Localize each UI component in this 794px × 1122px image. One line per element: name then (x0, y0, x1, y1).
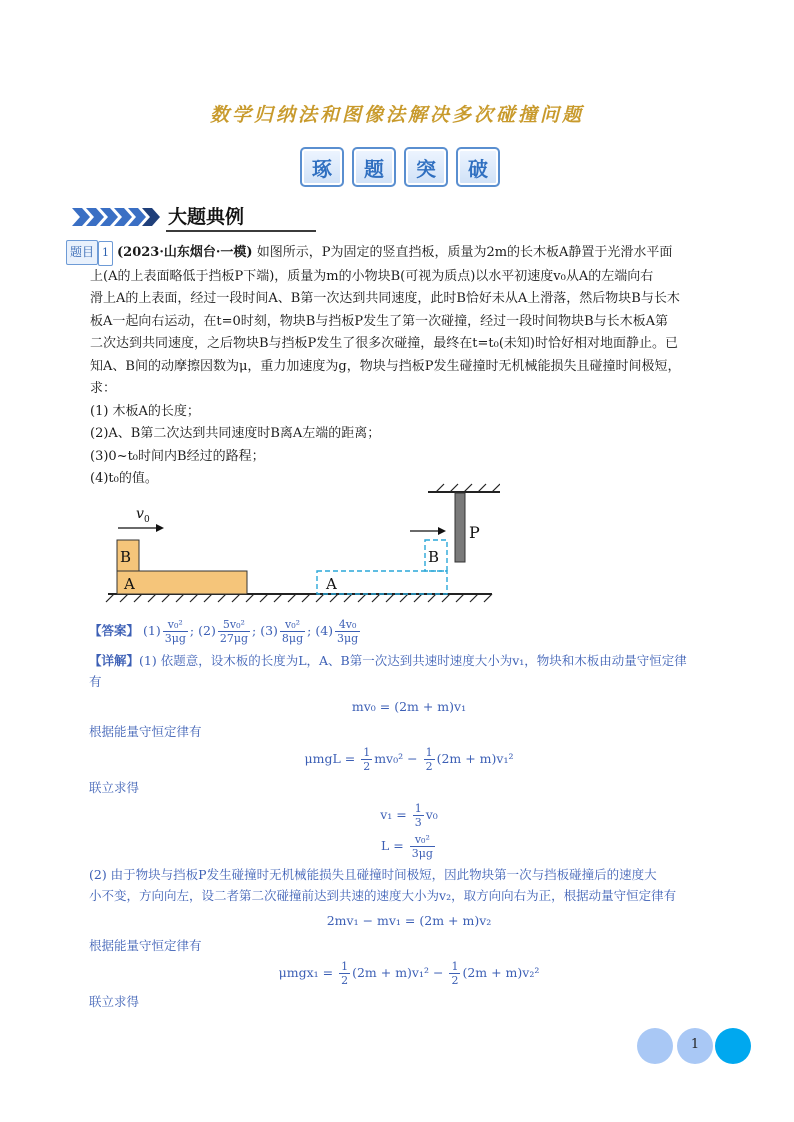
page-indicator (637, 1028, 753, 1064)
arrow-head-icon (156, 524, 164, 532)
section-title: 大题典例 (168, 206, 245, 228)
frac-den: 2 (451, 974, 459, 987)
subquestion-2: (2)A、B第二次达到共同速度时B离A左端的距离； (90, 426, 381, 441)
frac-den: 2 (341, 974, 349, 987)
page-dot-left (637, 1028, 673, 1064)
problem-line: 上(A的上表面略低于挡板P下端)，质量为m的小物块B(可视为质点)以水平初速度v₀从A的左端向右 (90, 268, 654, 284)
answer-part-1-den: 3μg (164, 632, 186, 645)
eq3-right: v₀ (425, 807, 438, 822)
answer-part-4-index: (4) (315, 623, 334, 638)
physics-figure (100, 478, 500, 608)
eq6-mid: (2m + m)v₁² − (352, 965, 444, 980)
board-a-later-label: A (326, 575, 337, 593)
frac-num: 1 (451, 960, 459, 973)
eq3-left: v₁ = (380, 807, 407, 822)
badge-2: 题 (352, 147, 396, 187)
plate-p (455, 493, 465, 562)
ground-hatch (106, 594, 492, 602)
answer-part-2-den: 27μg (219, 632, 249, 645)
answer-part-3 (280, 618, 305, 645)
answer-part-2-index: (2) (198, 623, 216, 638)
answer-line: 【答案】 (1) $\frac{\text{v₀²}}{3\mu g}$ ; (2) $\frac{\text{5v₀²}}{27\mu g}$ ; (3) $\frac{\text{v₀²}}{8\mu g}$ ; (4) $\frac{\text{4v₀}}{3\mu g}$ (89, 618, 359, 645)
fraction-third (413, 802, 424, 829)
equation-6 (89, 960, 729, 987)
frac-num: 1 (363, 746, 371, 759)
detail-label: 【详解】 (89, 653, 140, 668)
board-a (117, 571, 247, 594)
answer-part-4-num: 4v₀ (335, 618, 360, 632)
arrow-head-icon (438, 527, 446, 535)
eq4-left: L = (381, 838, 404, 853)
answer-part-1 (163, 618, 188, 645)
ceiling-hatch (436, 484, 500, 492)
problem-line: 知A、B间的动摩擦因数为μ，重力加速度为g，物块与挡板P发生碰撞时无机械能损失且碰撞时间极短， (90, 358, 681, 374)
answer-part-4-den: 3μg (337, 632, 359, 645)
fraction-half (449, 960, 460, 987)
v0-label: v (136, 506, 144, 522)
subquestion-3: (3)0~t₀时间内B经过的路程； (90, 448, 265, 464)
equation-1: mv₀ = (2m + m)v₁ (351, 699, 467, 714)
frac-den: 3 (414, 816, 422, 829)
section-underline (166, 230, 316, 232)
answer-part-3-index: (3) (260, 623, 278, 638)
eq2-left: μmgL = (304, 751, 356, 766)
board-a-label: A (124, 575, 135, 593)
equation-2 (89, 746, 729, 773)
frac-num: 1 (341, 960, 349, 973)
answer-part-1-num: v₀² (163, 618, 188, 632)
problem-line: 滑上A的上表面，经过一段时间A、B第一次达到共同速度，此时B恰好未从A上滑落，然后物块B与长木 (90, 291, 680, 306)
detail-text: 小不变，方向向左，设二者第二次碰撞前达到共速的速度大小为v₂，取方向向右为正，根据动量守恒定律有 (89, 888, 677, 903)
fraction-half (361, 746, 372, 773)
page-number: 1 (690, 1037, 700, 1052)
v0-subscript: 0 (144, 515, 150, 525)
badge-3: 突 (404, 147, 448, 187)
section-header (72, 202, 262, 230)
answer-part-4 (335, 618, 360, 645)
equation-4 (89, 833, 729, 860)
eq2-right: (2m + m)v₁² (436, 751, 514, 766)
detail-text: (1) 依题意，设木板的长度为L，A、B第一次达到共速时速度大小为v₁，物块和木板由动量守恒定律 (139, 653, 687, 668)
equation-5: 2mv₁ − mv₁ = (2m + m)v₂ (326, 913, 492, 928)
subquestion-1: (1) 木板A的长度； (90, 403, 200, 419)
problem-line-1 (66, 240, 726, 266)
question-tag: 题目 (66, 240, 98, 265)
page-dot-right (715, 1028, 751, 1064)
detail-text: 有 (89, 674, 102, 689)
answer-part-3-den: 8μg (281, 632, 304, 645)
answer-part-2 (218, 618, 250, 645)
block-b-later-label: B (428, 548, 440, 566)
detail-para-1 (89, 650, 729, 671)
fraction-length (410, 833, 435, 860)
problem-line: 板A一起向右运动，在t=0时刻，物块B与挡板P发生了第一次碰撞，经过一段时间物块B与长木板A第 (90, 313, 669, 329)
answer-part-2-num: 5v₀² (218, 618, 250, 632)
eq6-right: (2m + m)v₂² (462, 965, 540, 980)
detail-text: 联立求得 (89, 780, 140, 795)
detail-text: 根据能量守恒定律有 (89, 938, 202, 953)
question-source: (2023·山东烟台·一模) (117, 245, 253, 260)
frac-den: 3μg (411, 847, 433, 860)
subquestion-4: (4)t₀的值。 (90, 471, 158, 486)
chevron-arrows-icon (72, 206, 164, 228)
eq6-left: μmgx₁ = (278, 965, 334, 980)
page-title: 数学归纳法和图像法解决多次碰撞问题 (209, 104, 584, 126)
answer-label: 【答案】 (89, 623, 140, 638)
detail-text: 根据能量守恒定律有 (89, 724, 202, 739)
question-number: 1 (98, 241, 113, 266)
title-badges (300, 147, 500, 187)
solution-detail (89, 650, 729, 1012)
frac-num: v₀² (410, 833, 435, 847)
eq2-mid: mv₀² − (374, 751, 418, 766)
answer-part-3-num: v₀² (280, 618, 305, 632)
frac-den: 2 (363, 760, 371, 773)
block-b-label: B (120, 548, 132, 566)
equation-3 (89, 802, 729, 829)
frac-den: 2 (425, 760, 433, 773)
problem-text (66, 240, 726, 491)
detail-text: (2) 由于物块与挡板P发生碰撞时无机械能损失且碰撞时间极短，因此物块第一次与挡板碰撞后的速度大 (89, 867, 657, 882)
frac-num: 1 (425, 746, 433, 759)
detail-text: 联立求得 (89, 994, 140, 1009)
badge-4: 破 (456, 147, 500, 187)
badge-1: 琢 (300, 147, 344, 187)
frac-num: 1 (414, 802, 422, 815)
problem-line: 如图所示，P为固定的竖直挡板，质量为2m的长木板A静置于光滑水平面 (256, 245, 673, 260)
answer-part-1-index: (1) (143, 623, 161, 638)
problem-line: 二次达到共同速度，之后物块B与挡板P发生了很多次碰撞，最终在t=t₀(未知)时恰好相对地面静止。已 (90, 336, 678, 351)
problem-line: 求： (90, 381, 117, 396)
fraction-half (424, 746, 435, 773)
plate-p-label: P (469, 523, 480, 542)
fraction-half (339, 960, 350, 987)
